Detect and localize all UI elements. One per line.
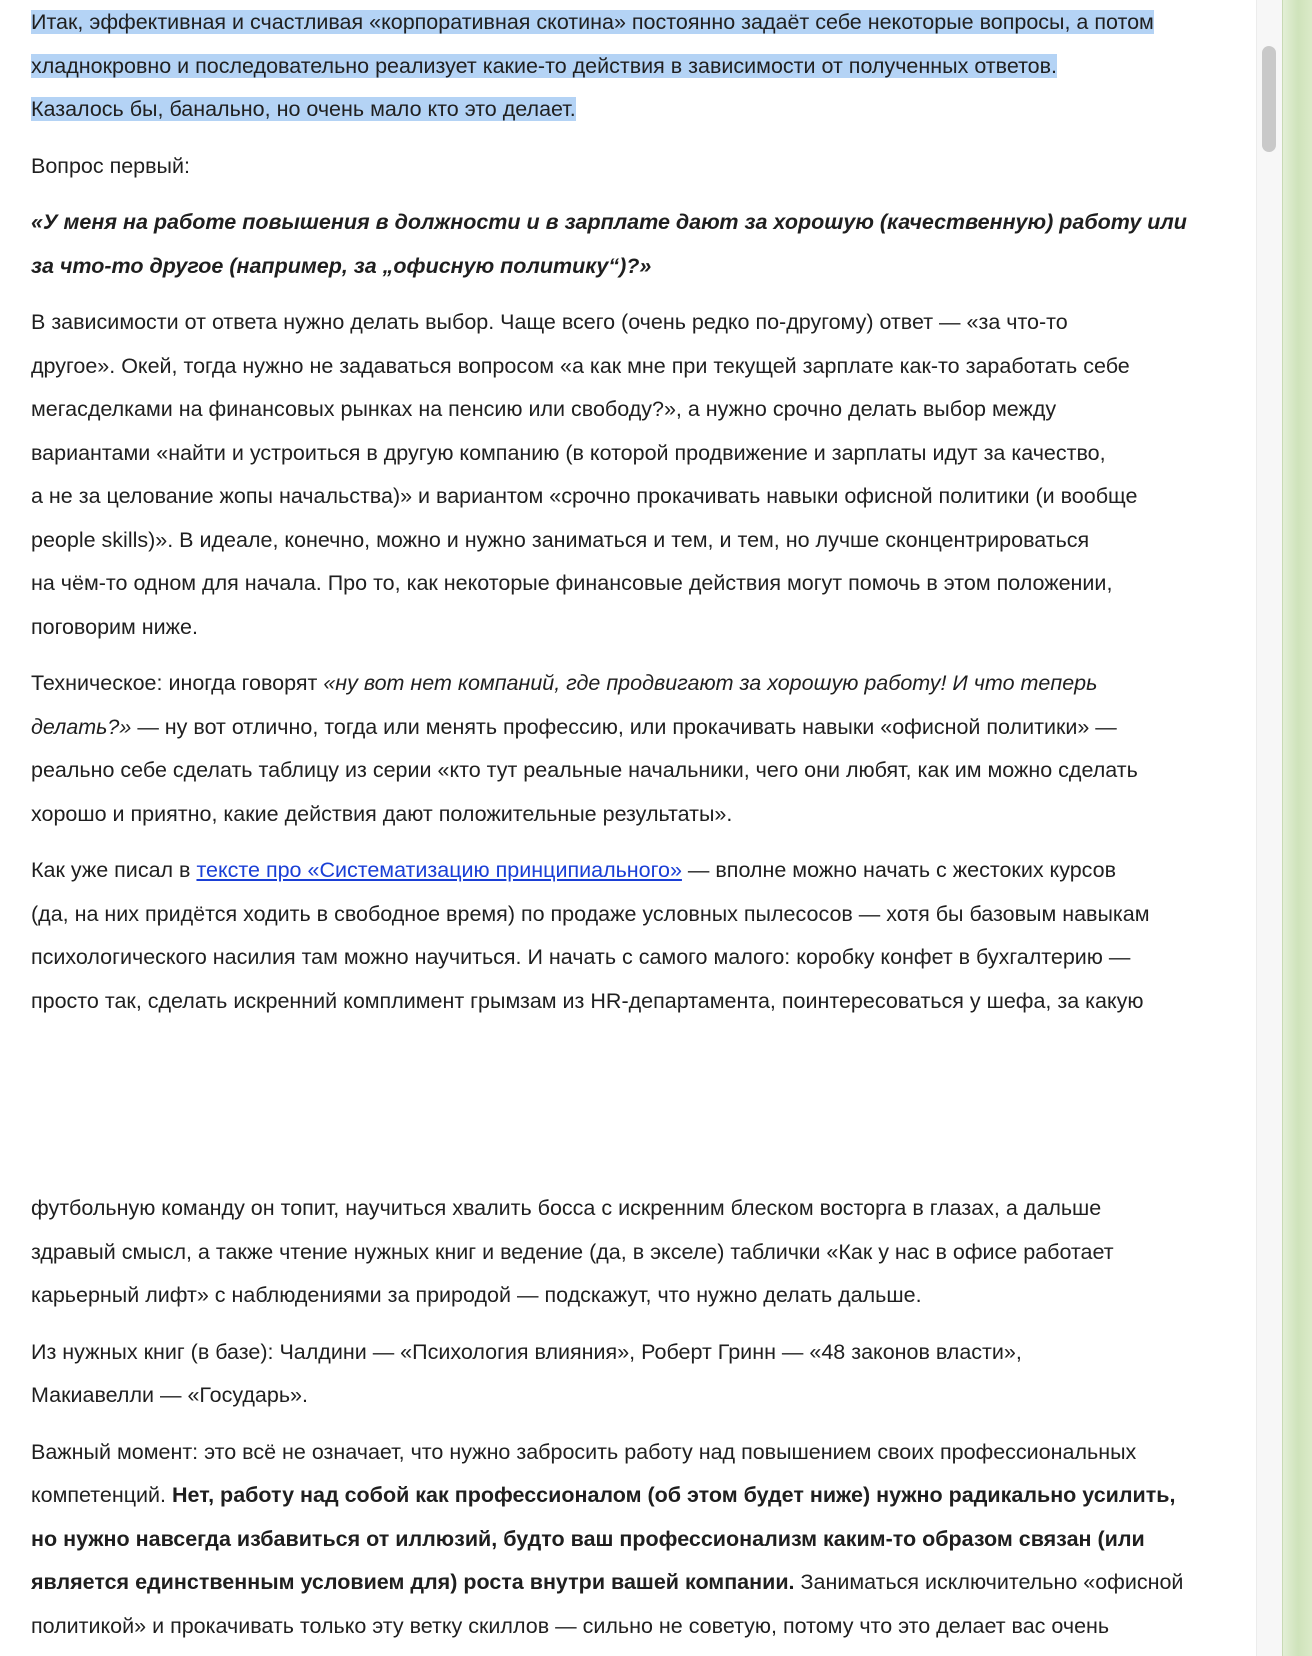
selected-text-line-2[interactable]: хладнокровно и последовательно реализует какие-то действия в зависимости от полученных ответов. bbox=[31, 53, 1058, 78]
vertical-scrollbar-thumb[interactable] bbox=[1262, 46, 1276, 152]
document-body-top bbox=[31, 0, 1211, 1036]
selected-text-line-1[interactable]: Итак, эффективная и счастливая «корпоративная скотина» постоянно задаёт себе некоторые вопросы, а потом bbox=[31, 10, 1154, 34]
document-body-bottom bbox=[31, 1187, 1211, 1656]
paragraph-important[interactable]: Важный момент: это всё не означает, что нужно забросить работу над повышением своих профессиональных компетенций. Нет, работу над собой как профессионалом (об этом будет ниже) нужно радикально усилить, но нужно навсегда избавиться от иллюзий, будто ваш профессионализм каким-то образом связан (или является единственным условием для) роста внутри вашей компании. Заниматься исключительно «офисной политикой» и прокачивать только эту ветку скиллов — сильно не советую, потому что это делает вас очень bbox=[31, 1439, 1184, 1638]
vertical-scrollbar-track[interactable] bbox=[1256, 0, 1283, 1656]
paragraph-technical[interactable]: Техническое: иногда говорят «ну вот нет компаний, где продвигают за хорошую работу! И что теперь делать?» — ну вот отлично, тогда или менять профессию, или прокачивать навыки «офисной политики» — реально себе сделать таблицу из серии «кто тут реальные начальники, чего они любят, как им можно сделать хорошо и приятно, какие действия дают положительные результаты». bbox=[31, 671, 1138, 826]
window-side-margin bbox=[1282, 0, 1312, 1656]
paragraph-books[interactable]: Из нужных книг (в базе): Чалдини — «Психология влияния», Роберт Гринн — «48 законов власти», Макиавелли — «Государь». bbox=[31, 1339, 1022, 1407]
paragraph-intro[interactable] bbox=[31, 1, 1211, 132]
paragraph-courses-continued[interactable]: футбольную команду он топит, научиться хвалить босса с искренним блеском восторга в глазах, а дальше здравый смысл, а также чтение нужных книг и ведение (да, в экселе) таблички «Как у нас в офисе работает карьерный лифт» с наблюдениями за природой — подскажут, что нужно делать дальше. bbox=[31, 1196, 1114, 1307]
paragraph-choice[interactable]: В зависимости от ответа нужно делать выбор. Чаще всего (очень редко по-другому) ответ — «за что-то другое». Окей, тогда нужно не задаваться вопросом «а как мне при текущей зарплате как-то заработать себе мегасделками на финансовых рынках на пенсию или свободу?», а нужно срочно делать выбор между вариантами «найти и устроиться в другую компанию (в которой продвижение и зарплаты идут за качество, а не за целование жопы начальства)» и вариантом «срочно прокачивать навыки офисной политики (и вообще people skills)». В идеале, конечно, можно и нужно заниматься и тем, и тем, но лучше сконцентрироваться на чём-то одном для начала. Про то, как некоторые финансовые действия могут помочь в этом положении, поговорим ниже. bbox=[31, 310, 1138, 639]
selected-text-line-3[interactable]: Казалось бы, банально, но очень мало кто это делает. bbox=[31, 97, 576, 121]
paragraph-courses[interactable]: Как уже писал в тексте про «Систематизацию принципиального» — вполне можно начать с жестоких курсов (да, на них придётся ходить в свободное время) по продаже условных пылесосов — хотя бы базовым навыкам психологического насилия там можно научиться. И начать с самого малого: коробку конфет в бухгалтерию — просто так, сделать искренний комплимент грымзам из HR-департамента, поинтересоваться у шефа, за какую bbox=[31, 858, 1150, 1013]
systematization-article-link[interactable]: тексте про «Систематизацию принципиального» bbox=[196, 858, 682, 882]
paragraph-question-label[interactable]: Вопрос первый: bbox=[31, 153, 190, 178]
paragraph-question-one[interactable]: «У меня на работе повышения в должности и в зарплате дают за хорошую (качественную) работу или за что-то другое (например, за „офисную политику“)?» bbox=[31, 210, 1187, 278]
